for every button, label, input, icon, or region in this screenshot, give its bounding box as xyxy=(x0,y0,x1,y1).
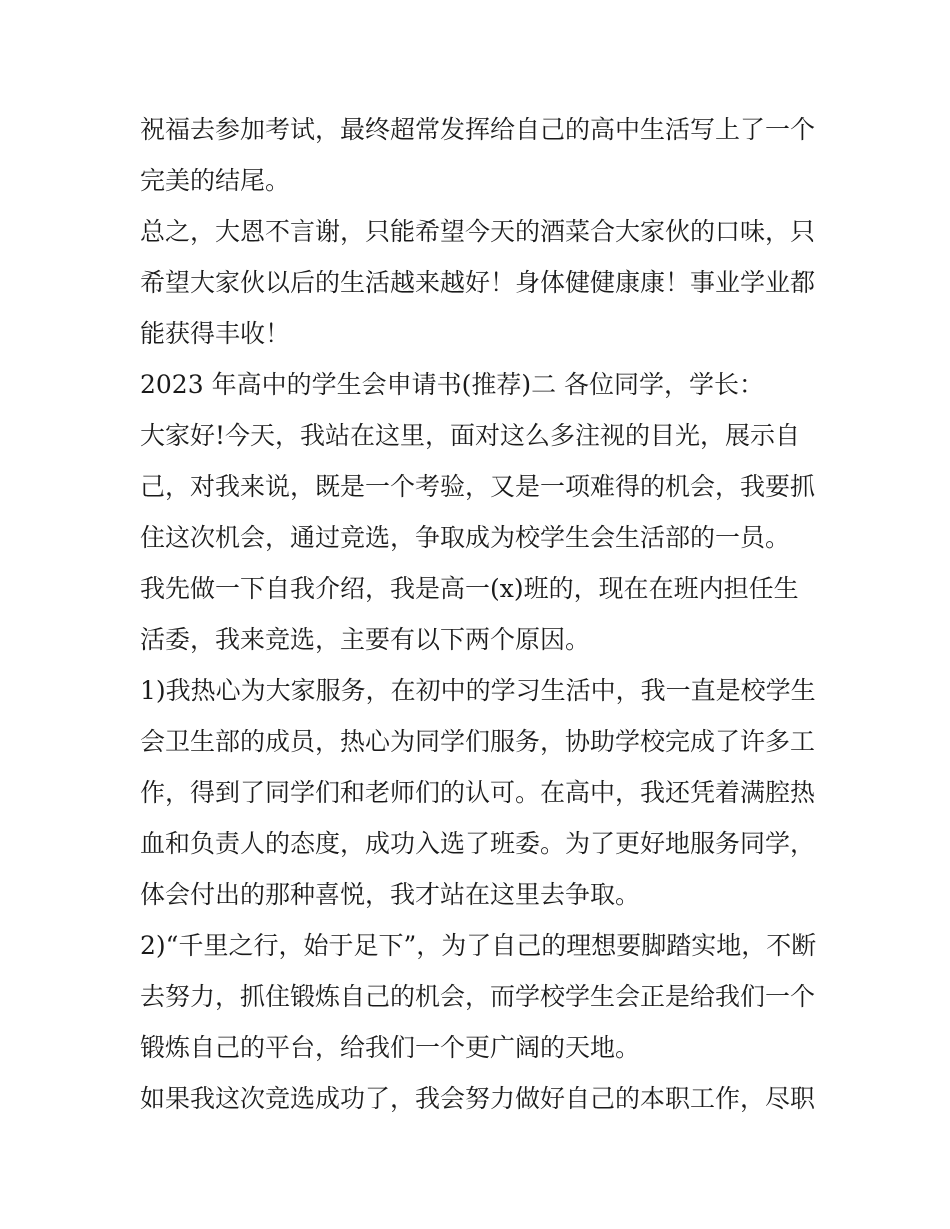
paragraph-2 xyxy=(140,206,820,359)
paragraph-1 xyxy=(140,104,820,206)
text-line: 大家好!今天，我站在这里，面对这么多注视的目光，展示自 xyxy=(140,421,801,450)
text-line: 会卫生部的成员，热心为同学们服务，协助学校完成了许多工 xyxy=(140,727,816,756)
document-body xyxy=(140,104,820,1124)
section-heading xyxy=(140,359,820,410)
text-line: 去努力，抓住锻炼自己的机会，而学校学生会正是给我们一个 xyxy=(140,982,816,1011)
paragraph-8 xyxy=(140,1073,820,1124)
text-line: 住这次机会，通过竞选，争取成为校学生会生活部的一员。 xyxy=(140,523,791,552)
paragraph-6 xyxy=(140,665,820,920)
text-line: 希望大家伙以后的生活越来越好！身体健健康康！事业学业都 xyxy=(140,268,816,297)
text-line: 血和负责人的态度，成功入选了班委。为了更好地服务同学， xyxy=(140,829,816,858)
text-line: 完美的结尾。 xyxy=(140,166,291,195)
text-line: 2023 年高中的学生会申请书(推荐)二 各位同学，学长： xyxy=(140,370,765,399)
paragraph-5 xyxy=(140,563,820,665)
text-line: 能获得丰收！ xyxy=(140,319,291,348)
paragraph-7 xyxy=(140,920,820,1073)
text-line: 1)我热心为大家服务，在初中的学习生活中，我一直是校学生 xyxy=(140,676,816,705)
text-line: 作，得到了同学们和老师们的认可。在高中，我还凭着满腔热 xyxy=(140,778,816,807)
text-line: 我先做一下自我介绍，我是高一(x)班的，现在在班内担任生 xyxy=(140,574,799,603)
text-line: 己，对我来说，既是一个考验，又是一项难得的机会，我要抓 xyxy=(140,472,816,501)
text-line: 如果我这次竞选成功了，我会努力做好自己的本职工作，尽职 xyxy=(140,1084,816,1113)
text-line: 2)“千里之行，始于足下”，为了自己的理想要脚踏实地，不断 xyxy=(140,931,817,960)
paragraph-4 xyxy=(140,410,820,563)
text-line: 体会付出的那种喜悦，我才站在这里去争取。 xyxy=(140,880,641,909)
text-line: 活委，我来竞选，主要有以下两个原因。 xyxy=(140,625,591,654)
text-line: 锻炼自己的平台，给我们一个更广阔的天地。 xyxy=(140,1033,641,1062)
text-line: 祝福去参加考试，最终超常发挥给自己的高中生活写上了一个 xyxy=(140,115,816,144)
text-line: 总之，大恩不言谢，只能希望今天的酒菜合大家伙的口味，只 xyxy=(140,217,816,246)
